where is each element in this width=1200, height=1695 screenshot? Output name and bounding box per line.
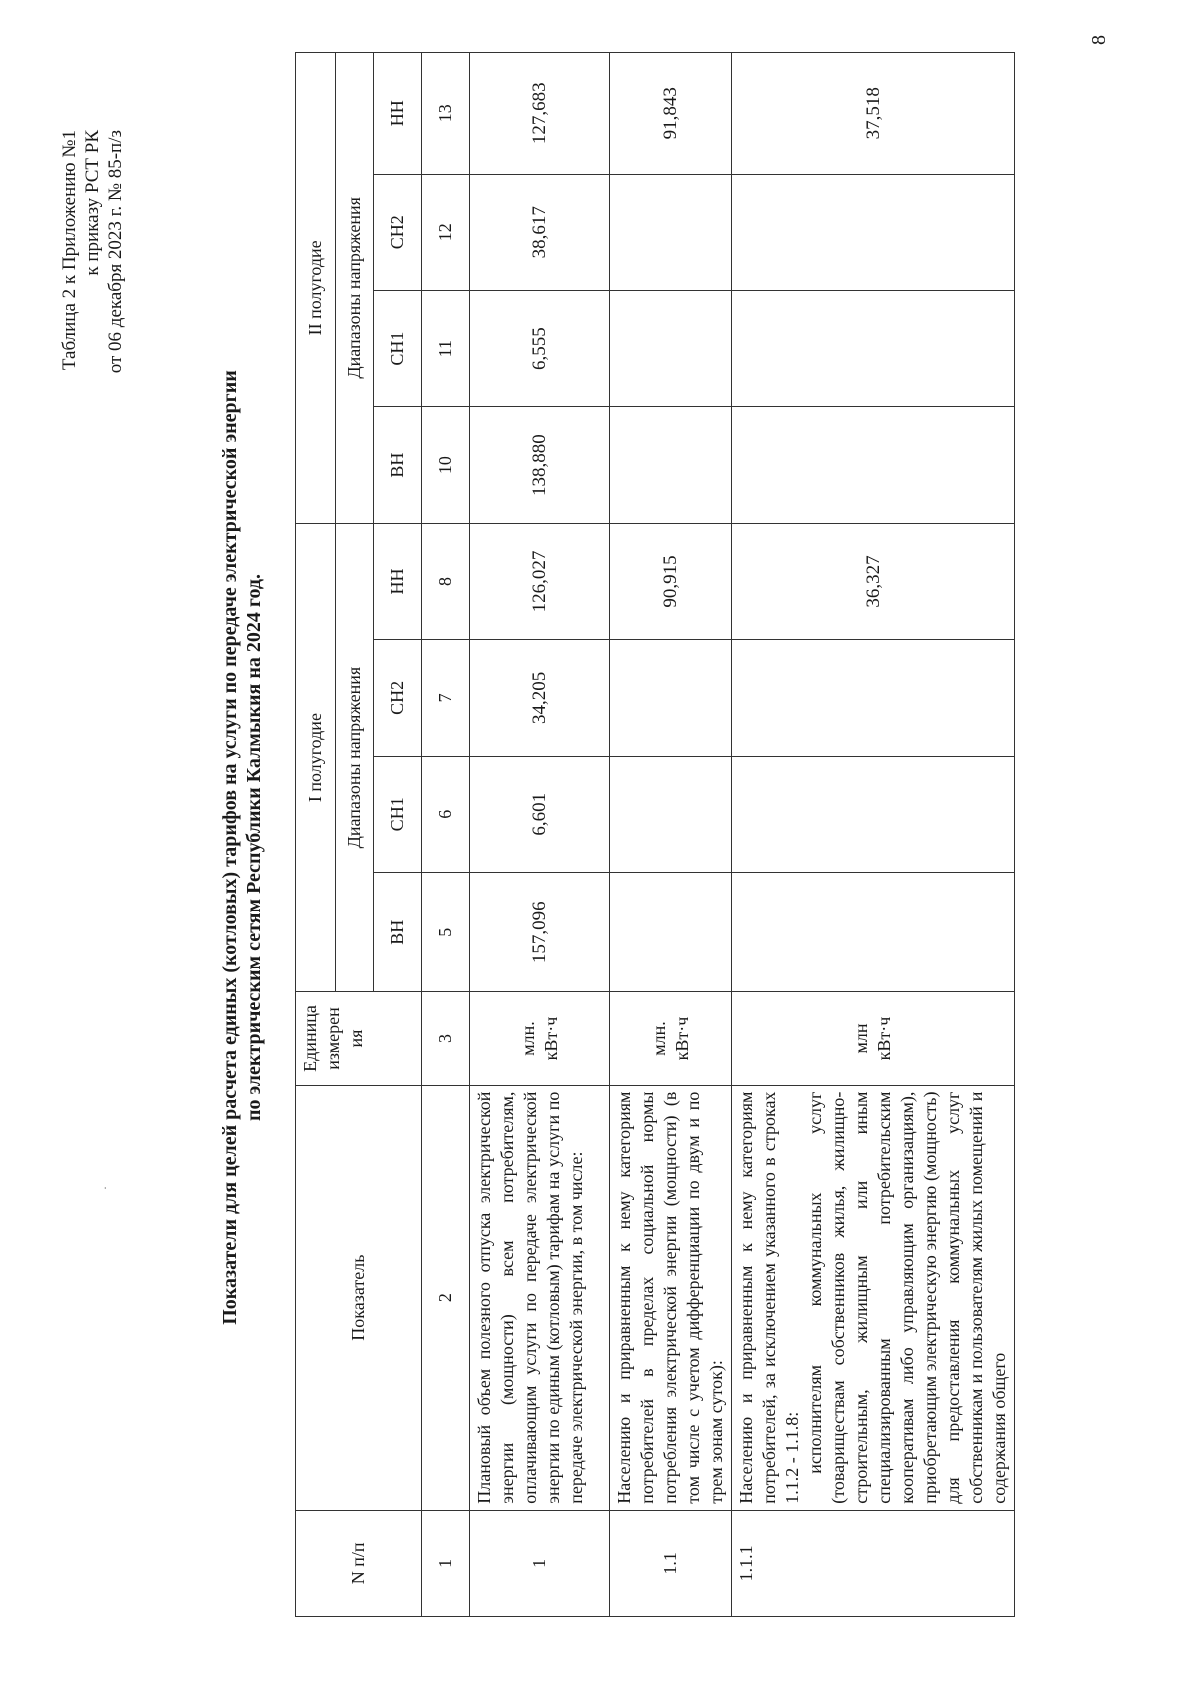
row-number: 1 (470, 1510, 610, 1616)
level-header: ВН (374, 407, 422, 523)
column-number: 5 (422, 873, 470, 992)
table-row (470, 53, 610, 1617)
value-cell: 91,843 (610, 53, 732, 175)
value-cell: 36,327 (732, 523, 1015, 639)
column-number: 10 (422, 407, 470, 523)
value-cell: 157,096 (470, 873, 610, 992)
voltage-ranges-header-1: Диапазоны напряжения (336, 523, 374, 992)
value-cell: 127,683 (470, 53, 610, 175)
column-number: 1 (422, 1510, 470, 1616)
row-unit (610, 992, 732, 1085)
column-number: 8 (422, 523, 470, 639)
value-cell (610, 290, 732, 406)
column-number: 7 (422, 640, 470, 756)
value-cell (732, 174, 1015, 290)
column-number: 6 (422, 756, 470, 872)
unit-header-line-1: Единица (300, 1005, 320, 1072)
col-header-indicator: Показатель (296, 1085, 422, 1510)
unit-line-2: кВт·ч (874, 1016, 894, 1061)
value-cell: 37,518 (732, 53, 1015, 175)
value-cell (610, 640, 732, 756)
value-cell (610, 174, 732, 290)
tariff-indicators-table (295, 52, 1015, 1617)
unit-line-1: млн (851, 1023, 871, 1054)
unit-line-2: кВт·ч (671, 1016, 692, 1061)
level-header: СН2 (374, 174, 422, 290)
col-header-half-2: II полугодие (296, 53, 336, 524)
value-cell: 6,555 (470, 290, 610, 406)
unit-line-1: млн. (517, 1021, 538, 1056)
column-number: 13 (422, 53, 470, 175)
col-header-unit (296, 992, 422, 1085)
row-number: 1.1 (610, 1510, 732, 1616)
row-indicator-text: Плановый объем полезного отпуска электрической энергии (мощности) всем потребителям, оплачивающим услуги по передаче электрической энергии по единым (котловым) тарифам на услуги по передаче электрической энергии, в том числе: (470, 1085, 610, 1510)
level-header: СН2 (374, 640, 422, 756)
value-cell (732, 640, 1015, 756)
value-cell (610, 407, 732, 523)
appendix-reference (58, 130, 127, 373)
appendix-line-1: Таблица 2 к Приложению №1 (59, 130, 80, 371)
value-cell (732, 290, 1015, 406)
level-header: СН1 (374, 290, 422, 406)
value-cell (732, 407, 1015, 523)
level-header: ВН (374, 873, 422, 992)
column-number: 2 (422, 1085, 470, 1510)
header-row-1 (296, 53, 336, 1617)
appendix-line-3: от 06 декабря 2023 г. № 85-п/з (105, 130, 126, 374)
value-cell (732, 756, 1015, 872)
value-cell (610, 756, 732, 872)
row-text-part-2: исполнителям коммунальных услуг (товариществам собственников жилья, жилищно-строительным, жилищным или иным специализированным потребительским кооперативам либо управляющим организациям), приобретающим электрическую энергию (мощность) для предоставления коммунальных услуг собственникам и пользователям жилых помещений и содержания общего (805, 1091, 1009, 1504)
row-indicator-text (732, 1085, 1015, 1510)
value-cell: 138,880 (470, 407, 610, 523)
col-header-num: N п/п (296, 1510, 422, 1616)
row-indicator-text: Населению и приравненным к нему категориям потребителей в пределах социальной нормы потребления электрической энергии (мощности) (в том числе с учетом дифференциации по двум и по трем зонам суток): (610, 1085, 732, 1510)
level-header: НН (374, 523, 422, 639)
row-unit (470, 992, 610, 1085)
unit-header-line-2: измерен (323, 1007, 343, 1070)
row-unit (732, 992, 1015, 1085)
table-row (610, 53, 732, 1617)
column-number: 12 (422, 174, 470, 290)
appendix-line-2: к приказу РСТ РК (82, 130, 103, 276)
value-cell: 90,915 (610, 523, 732, 639)
column-numbers-row (422, 53, 470, 1617)
value-cell: 126,027 (470, 523, 610, 639)
value-cell: 34,205 (470, 640, 610, 756)
document-title (218, 80, 266, 1615)
stray-mark: · (98, 1186, 112, 1190)
value-cell (610, 873, 732, 992)
table-row (732, 53, 1015, 1617)
value-cell: 6,601 (470, 756, 610, 872)
voltage-ranges-header-2: Диапазоны напряжения (336, 53, 374, 524)
column-number: 3 (422, 992, 470, 1085)
col-header-half-1: I полугодие (296, 523, 336, 992)
title-line-2: по электрическим сетям Республики Калмыкия на 2024 год. (243, 574, 265, 1121)
level-header: НН (374, 53, 422, 175)
unit-header-line-3: ия (346, 1029, 366, 1048)
unit-line-1: млн. (648, 1021, 669, 1056)
value-cell: 38,617 (470, 174, 610, 290)
column-number: 11 (422, 290, 470, 406)
unit-line-2: кВт·ч (540, 1016, 561, 1061)
row-text-part-1: Населению и приравненным к нему категориям потребителей, за исключением указанного в строках 1.1.2 - 1.1.8: (736, 1091, 802, 1504)
row-number: 1.1.1 (732, 1510, 1015, 1616)
level-header: СН1 (374, 756, 422, 872)
title-line-1: Показатели для целей расчета единых (котловых) тарифов на услуги по передаче электрической энергии (219, 370, 241, 1325)
page-number: 8 (1088, 35, 1110, 45)
value-cell (732, 873, 1015, 992)
